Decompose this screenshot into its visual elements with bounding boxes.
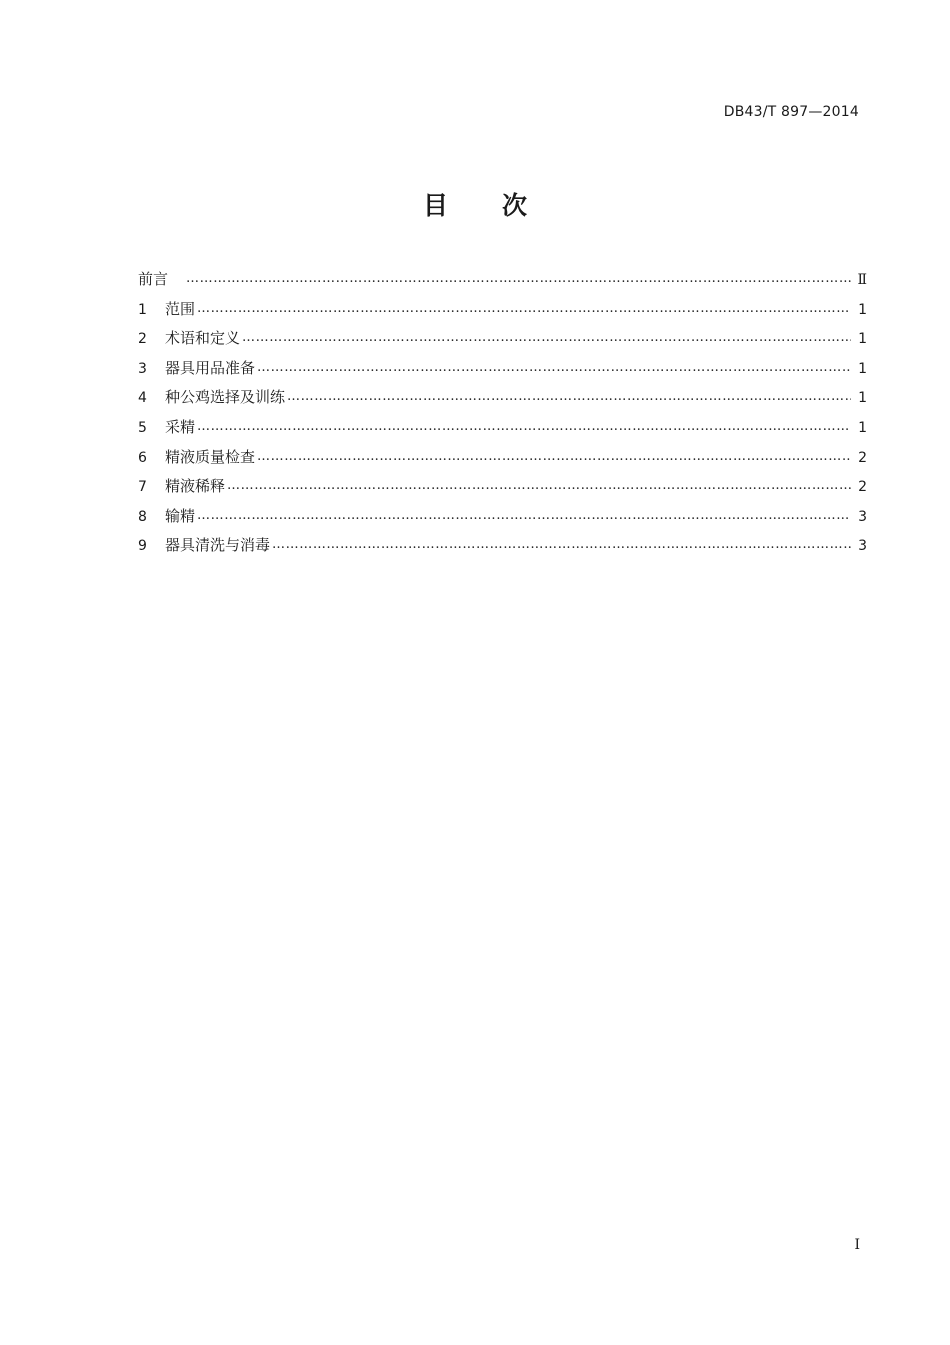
toc-leader-dots xyxy=(272,537,851,552)
toc-entry-label: 器具用品准备 xyxy=(165,358,256,377)
document-code: DB43/T 897—2014 xyxy=(723,104,859,120)
toc-entry-6[interactable] xyxy=(138,446,867,476)
toc-entry-page: 2 xyxy=(858,449,867,466)
toc-entry-2[interactable] xyxy=(138,327,867,357)
toc-leader-dots xyxy=(186,271,851,286)
toc-entry-5[interactable] xyxy=(138,416,867,446)
toc-entry-number: 4 xyxy=(138,390,147,407)
toc-title-left: 目 xyxy=(422,191,448,220)
toc-entry-page: 1 xyxy=(858,360,867,377)
toc-title-right: 次 xyxy=(502,191,528,220)
toc-entry-label: 范围 xyxy=(165,299,196,318)
toc-leader-dots xyxy=(257,449,851,464)
toc-entry-number: 9 xyxy=(138,538,147,555)
toc-title xyxy=(0,186,950,222)
toc-entry-page: 3 xyxy=(858,538,867,555)
toc-entry-number: 3 xyxy=(138,360,147,377)
toc-entry-number: 8 xyxy=(138,508,147,525)
toc-entry-page: 1 xyxy=(858,419,867,436)
toc-leader-dots xyxy=(197,508,851,523)
toc-entry-label: 种公鸡选择及训练 xyxy=(165,388,286,407)
toc-entry-label: 器具清洗与消毒 xyxy=(165,536,271,555)
toc-entry-page: 2 xyxy=(858,479,867,496)
toc-entry-label: 精液稀释 xyxy=(165,477,226,496)
toc-leader-dots xyxy=(242,330,851,345)
toc-entry-label: 精液质量检查 xyxy=(165,447,256,466)
toc-entry-label: 术语和定义 xyxy=(165,329,241,348)
page-number: I xyxy=(854,1237,860,1253)
toc-entry-7[interactable] xyxy=(138,475,867,505)
toc-entry-page: Ⅱ xyxy=(857,272,867,288)
toc-entry-label: 采精 xyxy=(165,417,196,436)
toc-entry-page: 3 xyxy=(858,508,867,525)
toc-entry-number: 7 xyxy=(138,479,147,496)
toc-entry-number: 1 xyxy=(138,301,147,318)
toc-entry-number: 5 xyxy=(138,419,147,436)
toc-leader-dots xyxy=(197,301,851,316)
toc-entry-preface[interactable] xyxy=(138,268,867,298)
table-of-contents xyxy=(138,268,867,564)
toc-entry-label: 前言 xyxy=(138,270,169,288)
toc-entry-label: 输精 xyxy=(165,506,196,525)
toc-entry-page: 1 xyxy=(858,301,867,318)
toc-leader-dots xyxy=(227,478,851,493)
toc-leader-dots xyxy=(197,419,851,434)
toc-entry-9[interactable] xyxy=(138,534,867,564)
toc-leader-dots xyxy=(257,360,851,375)
toc-entry-3[interactable] xyxy=(138,357,867,387)
toc-entry-1[interactable] xyxy=(138,298,867,328)
toc-entry-8[interactable] xyxy=(138,505,867,535)
toc-entry-4[interactable] xyxy=(138,386,867,416)
toc-entry-page: 1 xyxy=(858,390,867,407)
toc-entry-number: 6 xyxy=(138,449,147,466)
toc-leader-dots xyxy=(287,389,851,404)
toc-entry-page: 1 xyxy=(858,331,867,348)
toc-entry-number: 2 xyxy=(138,331,147,348)
